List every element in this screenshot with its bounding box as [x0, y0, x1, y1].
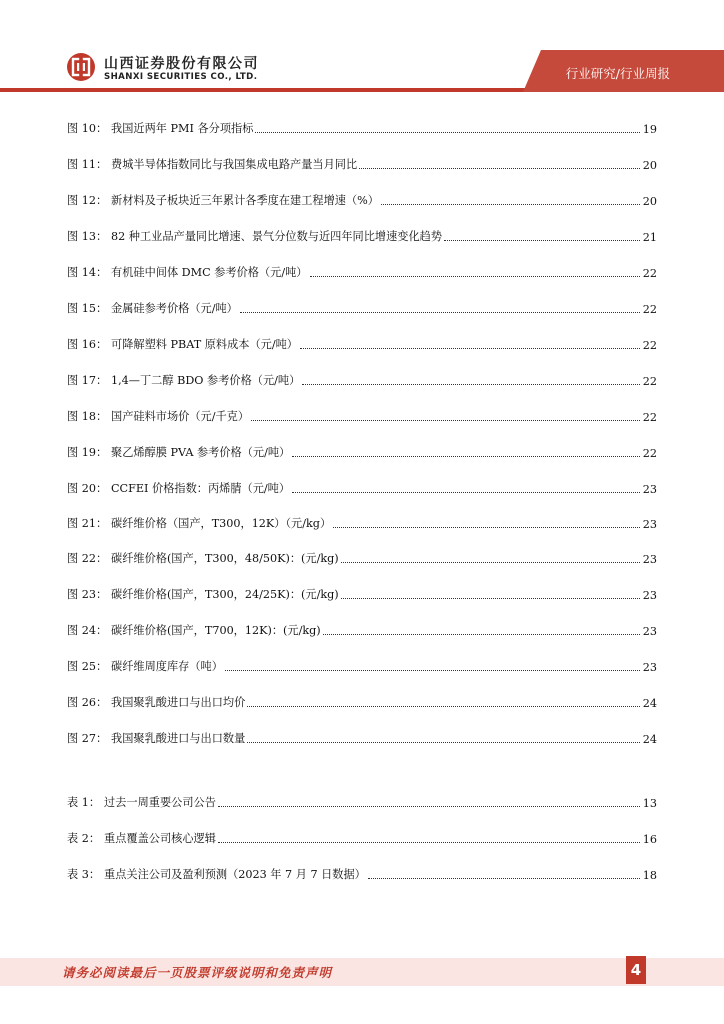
company-name-cn: 山西证券股份有限公司 — [104, 56, 259, 72]
dot-leader — [381, 204, 640, 205]
figure-number: 图 16： — [67, 338, 108, 351]
page-number: 23 — [642, 483, 657, 496]
page-number: 22 — [642, 447, 657, 460]
page-number: 22 — [642, 375, 657, 388]
disclaimer-note: 请务必阅读最后一页股票评级说明和免责声明 — [62, 965, 333, 980]
figure-number: 图 27： — [67, 732, 108, 745]
table-number: 表 3： — [67, 868, 101, 881]
figure-title: 1,4—丁二醇 BDO 参考价格（元/吨） — [111, 374, 301, 387]
figure-title: 有机硅中间体 DMC 参考价格（元/吨） — [111, 266, 308, 279]
page-number: 24 — [642, 733, 657, 746]
figure-title: 新材料及子板块近三年累计各季度在建工程增速（%） — [111, 194, 379, 207]
toc-figure-row[interactable] — [67, 226, 657, 244]
dot-leader — [302, 384, 639, 385]
figure-number: 图 15： — [67, 302, 108, 315]
figure-number: 图 23： — [67, 588, 108, 601]
figure-title: 我国近两年 PMI 各分项指标 — [111, 122, 254, 135]
toc-figure-row[interactable] — [67, 728, 657, 746]
page-number: 22 — [642, 303, 657, 316]
toc-figure-row[interactable] — [67, 656, 657, 674]
page-number: 23 — [642, 553, 657, 566]
figure-number: 图 12： — [67, 194, 108, 207]
toc-figure-row[interactable] — [67, 334, 657, 352]
figure-number: 图 10： — [67, 122, 108, 135]
page-number: 22 — [642, 339, 657, 352]
dot-leader — [247, 706, 639, 707]
toc-table-row[interactable] — [67, 792, 657, 810]
page-number: 23 — [642, 518, 657, 531]
figure-number: 图 11： — [67, 158, 108, 171]
table-number: 表 2： — [67, 832, 101, 845]
toc-figure-row[interactable] — [67, 154, 657, 172]
figure-title: 碳纤维价格(国产，T300，24/25K)：(元/kg) — [111, 588, 339, 601]
figure-title: 我国聚乳酸进口与出口数量 — [111, 732, 246, 745]
toc-figure-row[interactable] — [67, 262, 657, 280]
page-number: 18 — [642, 869, 657, 882]
figure-number: 图 18： — [67, 410, 108, 423]
dot-leader — [323, 634, 640, 635]
figure-title: 国产硅料市场价（元/千克） — [111, 410, 250, 423]
figure-title: 费城半导体指数同比与我国集成电路产量当月同比 — [111, 158, 358, 171]
dot-leader — [292, 456, 640, 457]
figure-title: 碳纤维价格（国产，T300，12K）（元/kg） — [111, 517, 332, 530]
toc-figure-row[interactable] — [67, 620, 657, 638]
figure-title: 聚乙烯醇膜 PVA 参考价格（元/吨） — [111, 446, 291, 459]
toc-figure-row[interactable] — [67, 478, 657, 496]
dot-leader — [251, 420, 640, 421]
dot-leader — [333, 527, 640, 528]
page-number: 19 — [642, 123, 657, 136]
dot-leader — [292, 492, 640, 493]
table-title: 重点覆盖公司核心逻辑 — [104, 832, 216, 845]
page-number: 20 — [642, 195, 657, 208]
page-number: 23 — [642, 661, 657, 674]
table-title: 重点关注公司及盈利预测（2023 年 7 月 7 日数据） — [104, 868, 366, 881]
dot-leader — [240, 312, 640, 313]
dot-leader — [255, 132, 639, 133]
page-number: 20 — [642, 159, 657, 172]
company-name-en: SHANXI SECURITIES CO., LTD. — [104, 72, 258, 82]
table-number: 表 1： — [67, 796, 101, 809]
figure-title: 82 种工业品产量同比增速、景气分位数与近四年同比增速变化趋势 — [111, 230, 443, 243]
figure-title: 碳纤维价格(国产，T700，12K)：(元/kg) — [111, 624, 321, 637]
page-header — [0, 0, 724, 110]
figure-number: 图 17： — [67, 374, 108, 387]
figure-number: 图 24： — [67, 624, 108, 637]
figure-title: CCFEI 价格指数：丙烯腈（元/吨） — [111, 482, 291, 495]
toc-figure-row[interactable] — [67, 548, 657, 566]
figure-number: 图 22： — [67, 552, 108, 565]
toc-figure-row[interactable] — [67, 298, 657, 316]
figure-title: 我国聚乳酸进口与出口均价 — [111, 696, 246, 709]
dot-leader — [300, 348, 640, 349]
page-number: 22 — [642, 411, 657, 424]
page-number: 13 — [642, 797, 657, 810]
figure-number: 图 13： — [67, 230, 108, 243]
page-number: 22 — [642, 267, 657, 280]
toc-figure-row[interactable] — [67, 406, 657, 424]
toc-figure-row[interactable] — [67, 118, 657, 136]
dot-leader — [218, 806, 640, 807]
figure-title: 碳纤维价格(国产，T300，48/50K)：(元/kg) — [111, 552, 339, 565]
figure-number: 图 19： — [67, 446, 108, 459]
toc-figure-row[interactable] — [67, 584, 657, 602]
toc-figure-row[interactable] — [67, 190, 657, 208]
dot-leader — [341, 598, 640, 599]
report-category: 行业研究/行业周报 — [565, 66, 670, 81]
page-number: 23 — [642, 589, 657, 602]
figure-number: 图 20： — [67, 482, 108, 495]
page-number: 21 — [642, 231, 657, 244]
figure-title: 碳纤维周度库存（吨） — [111, 660, 223, 673]
figure-number: 图 25： — [67, 660, 108, 673]
page-number: 24 — [642, 697, 657, 710]
figure-number: 图 21： — [67, 517, 108, 530]
page-number-badge: 4 — [626, 956, 646, 984]
figure-number: 图 26： — [67, 696, 108, 709]
table-title: 过去一周重要公司公告 — [104, 796, 216, 809]
toc-figure-row[interactable] — [67, 370, 657, 388]
dot-leader — [444, 240, 640, 241]
figure-title: 金属硅参考价格（元/吨） — [111, 302, 238, 315]
toc-table-row[interactable] — [67, 828, 657, 846]
dot-leader — [247, 742, 639, 743]
figure-number: 图 14： — [67, 266, 108, 279]
toc-figure-row[interactable] — [67, 442, 657, 460]
dot-leader — [368, 878, 640, 879]
toc-figure-row[interactable] — [67, 692, 657, 710]
page-number: 23 — [642, 625, 657, 638]
dot-leader — [341, 562, 640, 563]
toc-table-row[interactable] — [67, 864, 657, 882]
dot-leader — [359, 168, 640, 169]
figure-title: 可降解塑料 PBAT 原料成本（元/吨） — [111, 338, 298, 351]
dot-leader — [225, 670, 640, 671]
shanxi-securities-logo-icon — [66, 52, 96, 82]
toc-figure-row[interactable] — [67, 513, 657, 531]
dot-leader — [310, 276, 640, 277]
page-number: 16 — [642, 833, 657, 846]
dot-leader — [218, 842, 640, 843]
